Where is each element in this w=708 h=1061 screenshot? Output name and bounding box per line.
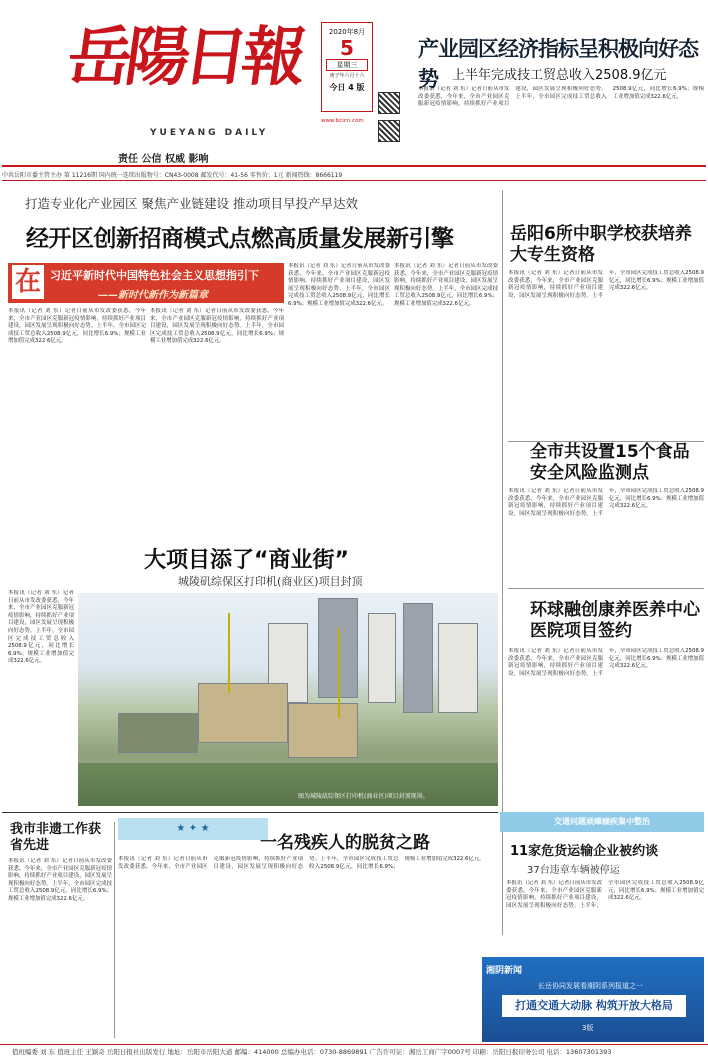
right-story1-headline[interactable]: 岳阳6所中职学校获培养大专生资格: [510, 224, 692, 265]
divider: [2, 180, 706, 181]
main-headline[interactable]: 经开区创新招商模式点燃高质量发展新引擎: [26, 226, 454, 252]
date-year-month: 2020年8月: [328, 28, 366, 36]
right-story1-body: 本报讯（记者 刘 东）记者日前从市发改委获悉，今年来，全市产业园区克服新冠疫情影响，持续抓好产业项目建设，园区发展呈现积极向好态势。上半年，全市园区完成技工贸总收入2508.9亿元，同比增长6.9%；规模工业增加值完成322.6亿元。: [508, 270, 704, 299]
ad-line2: 打通交通大动脉 构筑开放大格局: [502, 995, 686, 1017]
ad-page-ref: 3版: [582, 1024, 594, 1032]
lead-subtitle: 上半年完成技工贸总收入2508.9亿元: [452, 68, 667, 83]
bottom-center-body: 本报讯（记者 刘 东）记者日前从市发改委获悉，今年来，全市产业园区克服新冠疫情影响，持续抓好产业项目建设，园区发展呈现积极向好态势。上半年，全市园区完成技工贸总收入2508.9亿元，同比增长6.9%；规模工业增加值完成322.6亿元。: [118, 856, 485, 870]
center-subtitle: 城陵矶综保区打印机(商业区)项目封顶: [178, 575, 363, 588]
date-weekday: 星期三: [326, 59, 368, 71]
main-kicker: 打造专业化产业园区 聚焦产业链建设 推动项目早投产早达效: [25, 196, 358, 211]
main-body-col2: 本报讯（记者 刘 东）记者日前从市发改委获悉，今年来，全市产业园区克服新冠疫情影响，持续抓好产业项目建设，园区发展呈现积极向好态势。上半年，全市园区完成技工贸总收入2508.9亿元，同比增长6.9%；规模工业增加值完成322.6亿元。: [150, 308, 284, 345]
lead-body: 本报讯（记者 刘 东）记者日前从市发改委获悉，今年来，全市产业园区克服新冠疫情影响，持续抓好产业项目建设，园区发展呈现积极向好态势。上半年，全市园区完成技工贸总收入2508.9亿元，同比增长6.9%；规模工业增加值完成322.6亿元。: [418, 86, 704, 108]
publication-info: 中共岳阳市委主管主办 第 11216期 国内统一连续出版物号：CN43-0008 邮发代号：41-56 零售价：1元 新闻热线：8666119: [2, 172, 343, 179]
qr-code-icon: [378, 92, 400, 114]
right-story3-body: 本报讯（记者 刘 东）记者日前从市发改委获悉，今年来，全市产业园区克服新冠疫情影响，持续抓好产业项目建设，园区发展呈现积极向好态势。上半年，全市园区完成技工贸总收入2508.9亿元，同比增长6.9%；规模工业增加值完成322.6亿元。: [508, 648, 704, 677]
center-body: 本报讯（记者 刘 东）记者日前从市发改委获悉，今年来，全市产业园区克服新冠疫情影响，持续抓好产业项目建设，园区发展呈现积极向好态势。上半年，全市园区完成技工贸总收入2508.9亿元，同比增长6.9%；规模工业增加值完成322.6亿元。: [8, 590, 74, 665]
lead-headline[interactable]: 产业园区经济指标呈积极向好态势: [418, 37, 698, 91]
main-body-col1: 本报讯（记者 刘 东）记者日前从市发改委获悉，今年来，全市产业园区克服新冠疫情影响，持续抓好产业项目建设，园区发展呈现积极向好态势。上半年，全市园区完成技工贸总收入2508.9亿元，同比增长6.9%；规模工业增加值完成322.6亿元。: [8, 308, 146, 345]
bottom-left-body: 本报讯（记者 刘 东）记者日前从市发改委获悉，今年来，全市产业园区克服新冠疫情影响，持续抓好产业项目建设，园区发展呈现积极向好态势。上半年，全市园区完成技工贸总收入2508.9亿元，同比增长6.9%；规模工业增加值完成322.6亿元。: [8, 858, 112, 902]
bottom-left-headline[interactable]: 我市非遗工作获省先进: [10, 822, 102, 853]
website[interactable]: www.bcicn.com: [321, 118, 364, 124]
footer-info: 值班编委 刘 东 值班主任 王颖奇 岳阳日报社出版发行 地址：岳阳市岳阳大道 邮编：414000 总编办电话：0730-8869891 广告许可证：湘岳工商广字0007号 印刷：岳阳日报印务公司 电话：13607301393: [0, 1044, 708, 1061]
ad-label: 湘阴新闻: [486, 966, 523, 976]
main-body-col4: 本报讯（记者 刘 东）记者日前从市发改委获悉，今年来，全市产业园区克服新冠疫情影响，持续抓好产业项目建设，园区发展呈现积极向好态势。上半年，全市园区完成技工贸总收入2508.9亿元，同比增长6.9%；规模工业增加值完成322.6亿元。: [394, 263, 498, 307]
banner-tag: 在: [12, 265, 44, 299]
main-body-col3: 本报讯（记者 刘 东）记者日前从市发改委获悉，今年来，全市产业园区克服新冠疫情影响，持续抓好产业项目建设，园区发展呈现积极向好态势。上半年，全市园区完成技工贸总收入2508.9亿元，同比增长6.9%；规模工业增加值完成322.6亿元。: [288, 263, 390, 307]
masthead-rule: [2, 165, 706, 167]
bottom-right-body: 本报讯（记者 刘 东）记者日前从市发改委获悉，今年来，全市产业园区克服新冠疫情影响，持续抓好产业项目建设，园区发展呈现积极向好态势。上半年，全市园区完成技工贸总收入2508.9亿元，同比增长6.9%；规模工业增加值完成322.6亿元。: [506, 880, 704, 909]
xiangyin-news-ad[interactable]: [482, 957, 704, 1042]
bottom-right-headline[interactable]: 11家危货运输企业被约谈: [510, 844, 659, 859]
date-lunar: 庚子年六月十六: [329, 73, 365, 79]
divider: [2, 812, 498, 813]
center-headline[interactable]: 大项目添了“商业街”: [144, 548, 349, 573]
right-story2-headline[interactable]: 全市共设置15个食品安全风险监测点: [530, 442, 690, 483]
masthead-title: 岳陽日報: [62, 20, 306, 95]
column-divider: [114, 822, 115, 1038]
right-story2-body: 本报讯（记者 刘 东）记者日前从市发改委获悉，今年来，全市产业园区克服新冠疫情影响，持续抓好产业项目建设，园区发展呈现积极向好态势。上半年，全市园区完成技工贸总收入2508.9亿元，同比增长6.9%；规模工业增加值完成322.6亿元。: [508, 488, 704, 517]
photo-caption: 图为城陵矶综保区打印机(商业区)项目封顶现场。: [298, 793, 429, 800]
theme-banner: [8, 263, 284, 303]
bottom-center-headline[interactable]: 一名残疾人的脱贫之路: [260, 833, 430, 853]
banner-subtitle: ——新时代新作为新篇章: [98, 290, 208, 301]
bottom-right-subtitle: 37台违章车辆被停运: [527, 865, 620, 876]
masthead-pinyin: YUEYANG DAILY: [150, 128, 269, 138]
bottom-right-tag: 交通问题顽瘴痼疾集中整治: [500, 812, 704, 832]
date-box: [321, 22, 373, 112]
divider: [508, 588, 704, 589]
construction-photo: [78, 593, 498, 806]
ad-line1: 长岳协同发展看湘阴系列报道之一: [538, 982, 643, 990]
right-story3-headline[interactable]: 环球融创康养医养中心医院项目签约: [530, 600, 700, 641]
page-count: 今日 4 版: [329, 83, 365, 92]
masthead-slogan: 责任 公信 权威 影响: [118, 154, 209, 165]
banner-title: 习近平新时代中国特色社会主义思想指引下: [50, 269, 259, 282]
section-tag-icon: ★ ✦ ★: [118, 818, 268, 840]
date-day: 5: [340, 36, 354, 60]
qr-code-icon: [378, 120, 400, 142]
